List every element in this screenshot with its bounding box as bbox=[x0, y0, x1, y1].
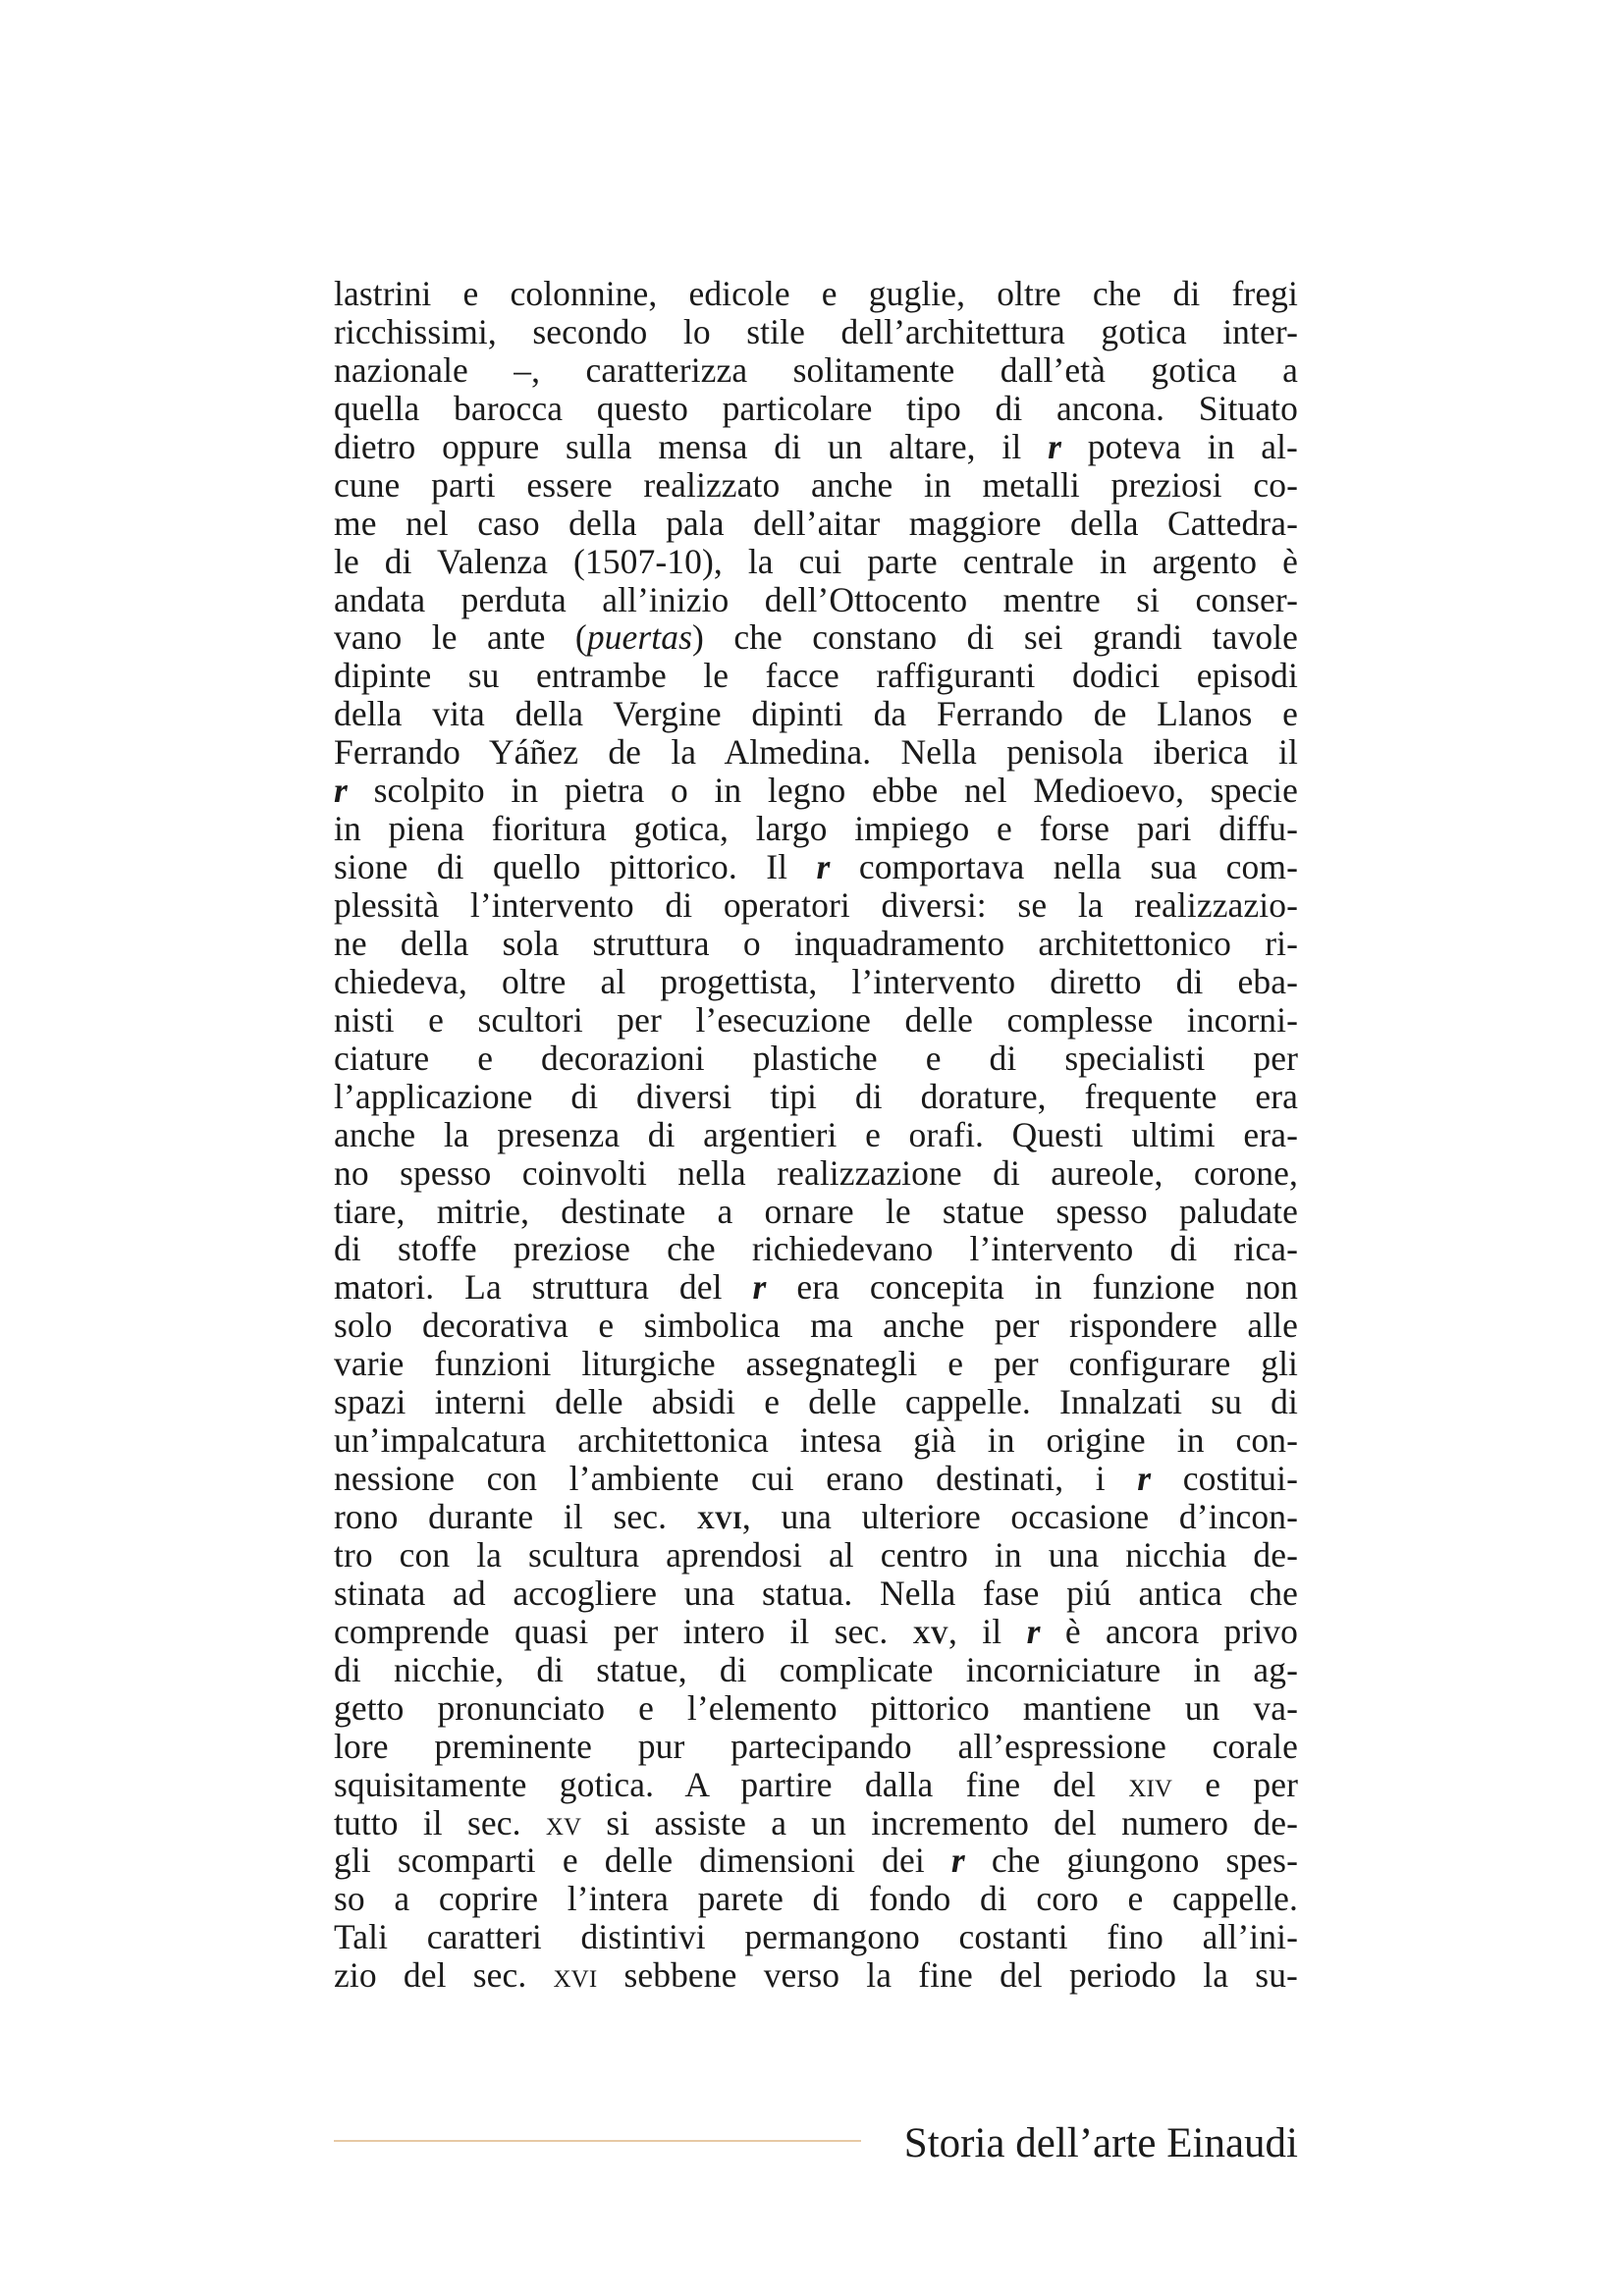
text-line: tro con la scultura aprendosi al centro in una nicchia de- bbox=[334, 1534, 1298, 1575]
text-line: ciature e decorazioni plastiche e di specialisti per bbox=[334, 1038, 1298, 1078]
century-numeral: xiv bbox=[1128, 1764, 1173, 1804]
text-line: vano le ante (puertas) che constano di sei grandi tavole bbox=[334, 617, 1298, 658]
text-line: andata perduta all’inizio dell’Ottocento mentre si conser- bbox=[334, 579, 1298, 619]
footer-rule bbox=[334, 2140, 861, 2142]
century-numeral: xv bbox=[545, 1802, 582, 1842]
text-line: plessità l’intervento di operatori diversi: se la realizzazio- bbox=[334, 885, 1298, 925]
text-line: me nel caso della pala dell’aitar maggiore della Cattedra- bbox=[334, 503, 1298, 543]
text-line: ricchissimi, secondo lo stile dell’architettura gotica inter- bbox=[334, 311, 1298, 351]
text-line: Tali caratteri distintivi permangono costanti fino all’ini- bbox=[334, 1917, 1298, 1957]
term-abbreviation: r bbox=[950, 1841, 965, 1881]
text-line: zio del sec. xvi sebbene verso la fine del periodo la su- bbox=[334, 1955, 1298, 1996]
text-line: l’applicazione di diversi tipi di dorature, frequente era bbox=[334, 1076, 1298, 1116]
century-numeral: xvi bbox=[696, 1497, 742, 1536]
body-text bbox=[334, 275, 1298, 1995]
century-numeral: xv bbox=[912, 1611, 948, 1651]
text-line: ne della sola struttura o inquadramento architettonico ri- bbox=[334, 923, 1298, 963]
text-line: matori. La struttura del r era concepita in funzione non bbox=[334, 1267, 1298, 1308]
text-line: di nicchie, di statue, di complicate incorniciature in ag- bbox=[334, 1649, 1298, 1689]
century-numeral: xvi bbox=[553, 1955, 598, 1996]
text-line: squisitamente gotica. A partire dalla fine del xiv e per bbox=[334, 1764, 1299, 1804]
text-line: nessione con l’ambiente cui erano destinati, i r costitui- bbox=[334, 1459, 1298, 1499]
text-line: Ferrando Yáñez de la Almedina. Nella penisola iberica il bbox=[334, 732, 1298, 773]
term-abbreviation: r bbox=[334, 771, 348, 811]
term-abbreviation: r bbox=[1137, 1459, 1152, 1499]
text-line: spazi interni delle absidi e delle cappelle. Innalzati su di bbox=[334, 1382, 1298, 1422]
text-line: sione di quello pittorico. Il r comportava nella sua com- bbox=[334, 847, 1298, 887]
text-line: della vita della Vergine dipinti da Ferrando de Llanos e bbox=[334, 694, 1298, 734]
text-line: un’impalcatura architettonica intesa già in origine in con- bbox=[334, 1420, 1298, 1461]
text-line: quella barocca questo particolare tipo di ancona. Situato bbox=[334, 388, 1298, 428]
text-line: varie funzioni liturgiche assegnategli e per configurare gli bbox=[334, 1344, 1298, 1384]
text-line: tiare, mitrie, destinate a ornare le statue spesso paludate bbox=[334, 1191, 1298, 1231]
term-abbreviation: r bbox=[1048, 426, 1061, 466]
text-line: nazionale –, caratterizza solitamente dall’età gotica a bbox=[334, 349, 1298, 390]
text-line: lastrini e colonnine, edicole e guglie, oltre che di fregi bbox=[334, 274, 1298, 313]
text-line: di stoffe preziose che richiedevano l’intervento di rica- bbox=[334, 1229, 1298, 1269]
text-line: dietro oppure sulla mensa di un altare, il r poteva in al- bbox=[334, 426, 1298, 466]
text-line: no spesso coinvolti nella realizzazione di aureole, corone, bbox=[334, 1152, 1298, 1193]
text-line: r scolpito in pietra o in legno ebbe nel Medioevo, specie bbox=[334, 771, 1298, 811]
text-line: anche la presenza di argentieri e orafi. Questi ultimi era- bbox=[334, 1114, 1298, 1154]
text-line: chiedeva, oltre al progettista, l’intervento diretto di eba- bbox=[334, 961, 1298, 1001]
text-line: tutto il sec. xv si assiste a un incremento del numero de- bbox=[334, 1802, 1299, 1842]
text-line: stinata ad accogliere una statua. Nella fase piú antica che bbox=[334, 1573, 1298, 1613]
text-line: in piena fioritura gotica, largo impiego e forse pari diffu- bbox=[334, 809, 1298, 849]
term-abbreviation: r bbox=[816, 847, 831, 887]
term-abbreviation: r bbox=[752, 1267, 767, 1308]
italic-term: puertas bbox=[586, 617, 693, 658]
text-line: getto pronunciato e l’elemento pittorico mantiene un va- bbox=[334, 1687, 1298, 1728]
text-line: dipinte su entrambe le facce raffiguranti dodici episodi bbox=[334, 656, 1298, 696]
text-line: cune parti essere realizzato anche in metalli preziosi co- bbox=[334, 464, 1298, 505]
text-line: so a coprire l’intera parete di fondo di coro e cappelle. bbox=[334, 1879, 1298, 1919]
text-line: gli scomparti e delle dimensioni dei r che giungono spes- bbox=[334, 1841, 1298, 1881]
text-line: rono durante il sec. xvi, una ulteriore occasione d’incon- bbox=[334, 1497, 1298, 1536]
text-line: nisti e scultori per l’esecuzione delle complesse incorni- bbox=[334, 999, 1298, 1040]
term-abbreviation: r bbox=[1026, 1611, 1041, 1651]
footer-title: Storia dell’arte Einaudi bbox=[903, 2120, 1298, 2166]
text-line: le di Valenza (1507-10), la cui parte centrale in argento è bbox=[334, 541, 1298, 581]
text-line: lore preminente pur partecipando all’espressione corale bbox=[334, 1726, 1298, 1766]
text-line: solo decorativa e simbolica ma anche per rispondere alle bbox=[334, 1306, 1298, 1346]
text-line: comprende quasi per intero il sec. xv, il r è ancora privo bbox=[334, 1611, 1298, 1651]
